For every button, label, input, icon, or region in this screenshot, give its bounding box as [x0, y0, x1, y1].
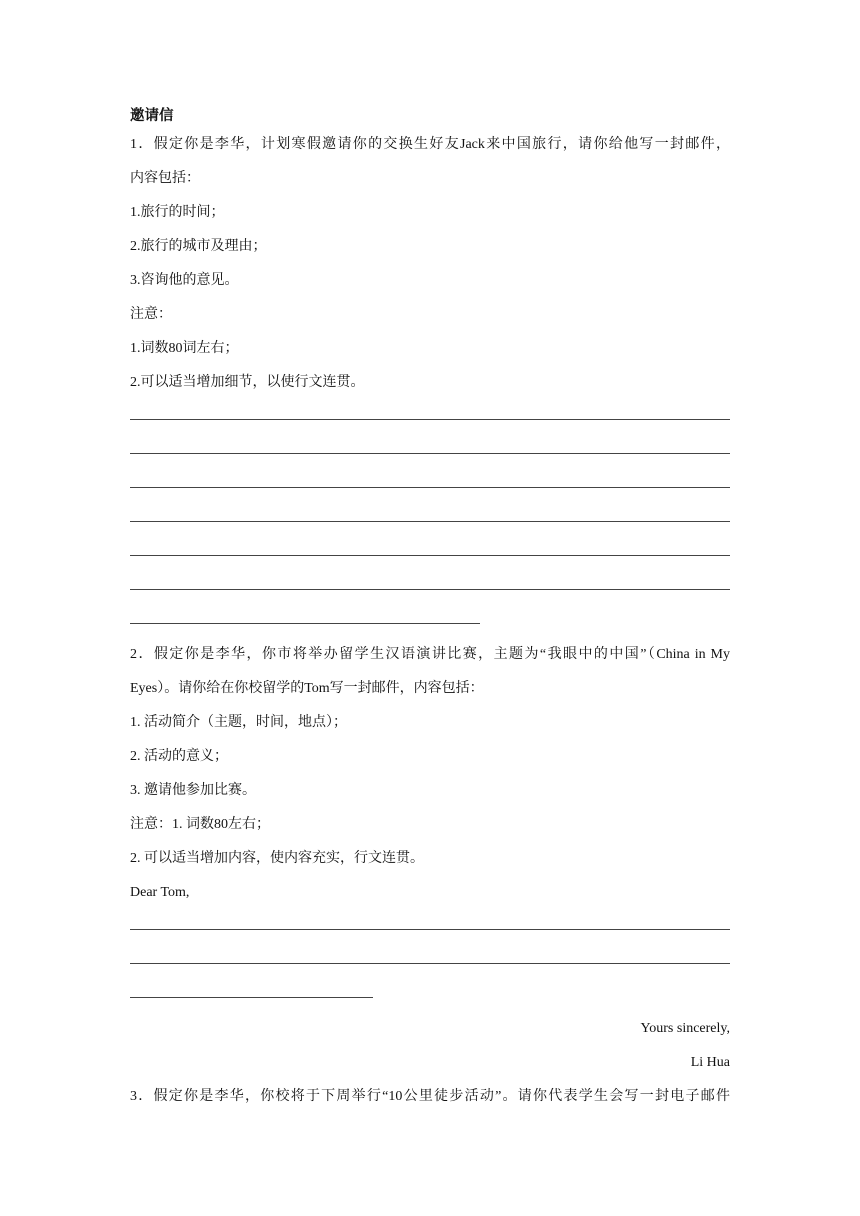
q2-closing: Yours sincerely,	[640, 1021, 730, 1036]
q1-answer-line-short[interactable]	[130, 604, 730, 638]
q1-answer-line[interactable]	[130, 434, 730, 468]
q2-answer-line-short[interactable]	[130, 978, 730, 1012]
q1-answer-line[interactable]	[130, 400, 730, 434]
q1-note-1: 1.词数80词左右；	[130, 341, 239, 356]
q2-item-1: 1. 活动简介（主题，时间，地点）；	[130, 715, 347, 730]
q1-answer-line[interactable]	[130, 570, 730, 604]
document-content	[130, 104, 730, 1114]
q1-answer-line[interactable]	[130, 536, 730, 570]
q1-answer-line[interactable]	[130, 502, 730, 536]
q1-item-2: 2.旅行的城市及理由；	[130, 239, 267, 254]
q2-note-1: 注意：1. 词数80左右；	[130, 817, 270, 832]
q1-note-label: 注意：	[130, 307, 172, 322]
q2-prompt-line1: 2．假定你是李华，你市将举办留学生汉语演讲比赛，主题为“我眼中的中国”（China in My	[130, 647, 730, 662]
q2-signature: Li Hua	[690, 1055, 730, 1070]
q2-prompt-line2: Eyes）。请你给在你校留学的Tom写一封邮件，内容包括：	[130, 681, 484, 696]
q1-note-2: 2.可以适当增加细节，以使行文连贯。	[130, 375, 365, 390]
q1-prompt-line1: 1．假定你是李华，计划寒假邀请你的交换生好友Jack来中国旅行，请你给他写一封邮件，	[130, 137, 730, 152]
q1-answer-line[interactable]	[130, 468, 730, 502]
q2-note-2: 2. 可以适当增加内容，使内容充实，行文连贯。	[130, 851, 424, 866]
q1-item-3: 3.咨询他的意见。	[130, 273, 239, 288]
q2-salutation: Dear Tom,	[130, 885, 190, 900]
q2-item-2: 2. 活动的意义；	[130, 749, 228, 764]
q2-answer-line[interactable]	[130, 944, 730, 978]
q2-answer-line[interactable]	[130, 910, 730, 944]
section-heading: 邀请信	[130, 108, 174, 124]
q2-item-3: 3. 邀请他参加比赛。	[130, 783, 256, 798]
q1-prompt-line2: 内容包括：	[130, 171, 200, 186]
q1-item-1: 1.旅行的时间；	[130, 205, 225, 220]
q3-prompt-line1: 3．假定你是李华，你校将于下周举行“10公里徒步活动”。请你代表学生会写一封电子邮件	[130, 1089, 730, 1104]
